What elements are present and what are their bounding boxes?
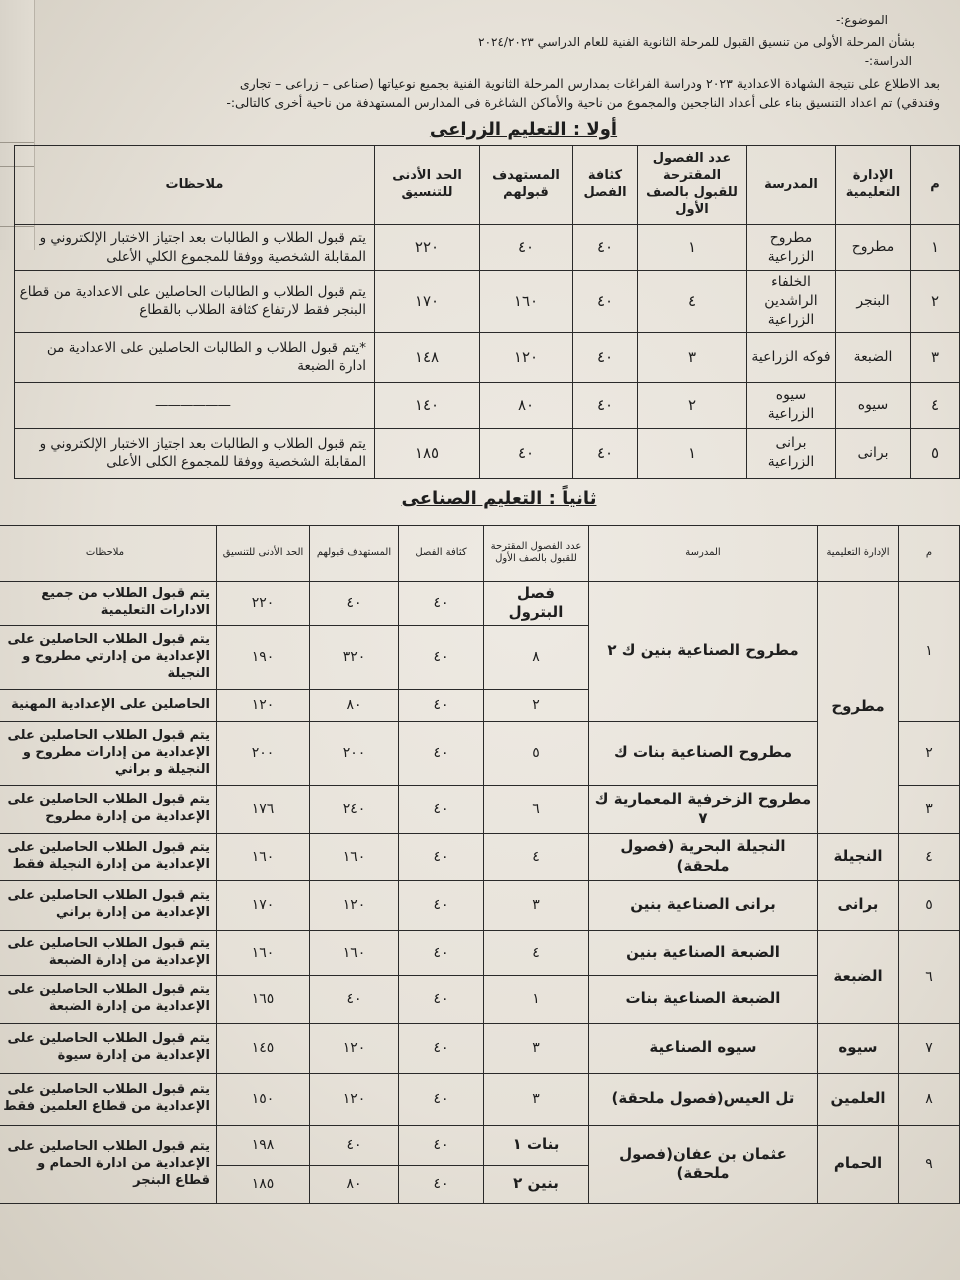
cell-density: ٤٠ <box>399 880 484 930</box>
col-header-target: المستهدف قبولهم <box>310 525 399 581</box>
cell-target: ١٦٠ <box>310 930 399 975</box>
col-header-classes: عدد الفصول المقترحة للقبول بالصف الأول <box>484 525 589 581</box>
cell-density: ٤٠ <box>399 930 484 975</box>
cell-density: ٤٠ <box>399 1165 484 1203</box>
subject-text: بشأن المرحلة الأولى من تنسيق القبول للمرحلة الثانوية الفنية للعام الدراسي ٢٠٢٤/٢٠٢٣ <box>478 35 915 49</box>
cell-remarks: يتم قبول الطلاب و الطالبات بعد اجتياز الاختبار الإلكتروني و المقابلة الشخصية ووفقا للمجموع الكلي الأعلى <box>15 225 375 271</box>
col-header-density: كثافة الفصل <box>573 146 638 225</box>
cell-school: سيوه الصناعية <box>589 1023 818 1073</box>
cell-school: برانى الصناعية بنين <box>589 880 818 930</box>
cell-classes: ٣ <box>638 332 747 382</box>
col-header-target: المستهدف قبولهم <box>480 146 573 225</box>
cell-target: ٨٠ <box>480 382 573 428</box>
cell-admin: الضبعة <box>818 930 899 1023</box>
cell-target: ٤٠ <box>310 975 399 1023</box>
col-header-min-score: الحد الأدنى للتنسيق <box>217 525 310 581</box>
cell-min-score: ١٨٥ <box>375 428 480 478</box>
cell-school: فوكه الزراعية <box>747 332 836 382</box>
table-row <box>15 382 960 428</box>
cell-density: ٤٠ <box>399 785 484 833</box>
cell-min-score: ١٢٠ <box>217 689 310 721</box>
table-row <box>15 225 960 271</box>
cell-school: الخلفاء الراشدين الزراعية <box>747 271 836 333</box>
cell-classes: ٢ <box>638 382 747 428</box>
subject-label: الموضوع:- <box>835 13 888 27</box>
cell-remarks: —————— <box>15 382 375 428</box>
intro-line: بعد الاطلاع على نتيجة الشهادة الاعدادية ٢٠٢٣ ودراسة الفراغات بمدارس المرحلة الثانوية الفنية بجميع نوعياتها (صناعى – زراعى – تجارى <box>239 76 940 91</box>
cell-classes: ١ <box>484 975 589 1023</box>
cell-classes: ٣ <box>484 880 589 930</box>
section-heading <box>87 118 960 142</box>
cell-number: ٧ <box>899 1023 960 1073</box>
industrial-section <box>3 487 960 1204</box>
cell-classes: ٨ <box>484 625 589 689</box>
cell-remarks: يتم قبول الطلاب الحاصلين على الإعدادية من ادارة الحمام و قطاع البنجر <box>0 1125 217 1203</box>
cell-target: ١٢٠ <box>480 332 573 382</box>
cell-remarks: يتم قبول الطلاب و الطالبات الحاصلين على الاعدادية من قطاع البنجر فقط لارتفاع كثافة الطلاب بالقطاع <box>15 271 375 333</box>
col-header-admin: الإدارة التعليمية <box>818 525 899 581</box>
section-heading <box>66 487 960 511</box>
cell-target: ٢٠٠ <box>310 721 399 785</box>
cell-school: عثمان بن عفان(فصول ملحقة) <box>589 1125 818 1203</box>
cell-min-score: ١٤٥ <box>217 1023 310 1073</box>
col-header-density: كثافة الفصل <box>399 525 484 581</box>
cell-density: ٤٠ <box>573 428 638 478</box>
cell-admin: مطروح <box>836 225 911 271</box>
cell-min-score: ١٦٠ <box>217 930 310 975</box>
document-body <box>0 116 960 1204</box>
cell-number: ٢ <box>899 721 960 785</box>
cell-remarks: يتم قبول الطلاب الحاصلين على الإعدادية من إدارة النجيلة فقط <box>0 833 217 880</box>
table-header-row <box>15 146 960 225</box>
cell-admin: برانى <box>836 428 911 478</box>
cell-remarks: يتم قبول الطلاب الحاصلين على الإعدادية من إدارة الضبعة <box>0 930 217 975</box>
cell-number: ٣ <box>911 332 960 382</box>
cell-admin: مطروح <box>818 581 899 833</box>
cell-classes: ١ <box>638 225 747 271</box>
section-heading-text: ثانياً : التعليم الصناعى <box>401 487 597 509</box>
table-row <box>0 833 960 880</box>
col-header-remarks: ملاحظات <box>15 146 375 225</box>
cell-target: ٤٠ <box>310 1125 399 1165</box>
cell-number: ٢ <box>911 271 960 333</box>
cell-school: النجيلة البحرية (فصول ملحقة) <box>589 833 818 880</box>
cell-density: ٤٠ <box>399 1023 484 1073</box>
cell-remarks: يتم قبول الطلاب الحاصلين على الإعدادية من إدارتي مطروح و النجيلة <box>0 625 217 689</box>
cell-classes: ٣ <box>484 1023 589 1073</box>
table-row <box>0 1023 960 1073</box>
cell-target: ٨٠ <box>310 689 399 721</box>
cell-school: مطروح الصناعية بنين ك ٢ <box>589 581 818 721</box>
cell-school: تل العيس(فصول ملحقة) <box>589 1073 818 1125</box>
col-header-min-score: الحد الأدنى للتنسيق <box>375 146 480 225</box>
cell-number: ٤ <box>911 382 960 428</box>
cell-density: ٤٠ <box>573 382 638 428</box>
cell-number: ١ <box>911 225 960 271</box>
table-row <box>0 880 960 930</box>
cell-number: ٣ <box>899 785 960 833</box>
cell-admin: العلمين <box>818 1073 899 1125</box>
cell-target: ٣٢٠ <box>310 625 399 689</box>
cell-remarks: *يتم قبول الطلاب و الطالبات الحاصلين على الاعدادية من ادارة الضبعة <box>15 332 375 382</box>
cell-admin: سيوه <box>818 1023 899 1073</box>
cell-classes: ١ <box>638 428 747 478</box>
industrial-table <box>0 525 960 1204</box>
intro-line: وفندقي) تم اعداد التنسيق بناء على أعداد الناجحين والمجموع من ناحية والأماكن الشاغرة فى المدارس المستهدفة من ناحية أخرى كالتالى:- <box>226 95 940 110</box>
table-row <box>0 930 960 975</box>
cell-number: ٩ <box>899 1125 960 1203</box>
col-header-admin: الإدارة التعليمية <box>836 146 911 225</box>
cell-classes: ٤ <box>638 271 747 333</box>
table-row <box>15 332 960 382</box>
cell-target: ٨٠ <box>310 1165 399 1203</box>
cell-number: ١ <box>899 581 960 721</box>
cell-school: مطروح الصناعية بنات ك <box>589 721 818 785</box>
cell-density: ٤٠ <box>573 332 638 382</box>
cell-remarks: يتم قبول الطلاب الحاصلين على الإعدادية من قطاع العلمين فقط <box>0 1073 217 1125</box>
cell-density: ٤٠ <box>399 1073 484 1125</box>
cell-min-score: ١٤٠ <box>375 382 480 428</box>
agricultural-table <box>14 145 960 479</box>
cell-min-score: ١٧٠ <box>217 880 310 930</box>
col-header-number: م <box>911 146 960 225</box>
cell-classes: ٤ <box>484 833 589 880</box>
cell-min-score: ١٦٠ <box>217 833 310 880</box>
col-header-remarks: ملاحظات <box>0 525 217 581</box>
table-row <box>15 271 960 333</box>
cell-target: ١٦٠ <box>310 833 399 880</box>
cell-school: سيوه الزراعية <box>747 382 836 428</box>
cell-density: ٤٠ <box>573 271 638 333</box>
cell-min-score: ٢٠٠ <box>217 721 310 785</box>
cell-remarks: الحاصلين على الإعدادية المهنية <box>0 689 217 721</box>
cell-classes: بنين ٢ <box>484 1165 589 1203</box>
cell-remarks: يتم قبول الطلاب من جميع الادارات التعليمية <box>0 581 217 625</box>
cell-number: ٦ <box>899 930 960 1023</box>
cell-density: ٤٠ <box>399 1125 484 1165</box>
agricultural-section <box>19 118 960 479</box>
cell-density: ٤٠ <box>399 625 484 689</box>
table-row <box>0 721 960 785</box>
cell-classes: ٥ <box>484 721 589 785</box>
cell-number: ٨ <box>899 1073 960 1125</box>
cell-remarks: يتم قبول الطلاب الحاصلين على الإعدادية من إدارة براني <box>0 880 217 930</box>
study-label: الدراسة:- <box>864 54 912 68</box>
cell-admin: البنجر <box>836 271 911 333</box>
document-header <box>0 0 960 116</box>
cell-remarks: يتم قبول الطلاب الحاصلين على الإعدادية من إدارات مطروح و النجيلة و براني <box>0 721 217 785</box>
table-row <box>0 785 960 833</box>
cell-density: ٤٠ <box>399 721 484 785</box>
cell-number: ٥ <box>911 428 960 478</box>
cell-min-score: ٢٢٠ <box>217 581 310 625</box>
intro-paragraph <box>90 74 940 112</box>
cell-density: ٤٠ <box>399 689 484 721</box>
table-row <box>0 975 960 1023</box>
cell-min-score: ١٨٥ <box>217 1165 310 1203</box>
cell-density: ٤٠ <box>573 225 638 271</box>
cell-target: ١٢٠ <box>310 880 399 930</box>
cell-remarks: يتم قبول الطلاب الحاصلين على الإعدادية من إدارة الضبعة <box>0 975 217 1023</box>
cell-target: ٤٠ <box>310 581 399 625</box>
col-header-school: المدرسة <box>589 525 818 581</box>
col-header-number: م <box>899 525 960 581</box>
cell-min-score: ١٤٨ <box>375 332 480 382</box>
cell-classes: ٣ <box>484 1073 589 1125</box>
cell-school: برانى الزراعية <box>747 428 836 478</box>
table-row <box>15 428 960 478</box>
cell-school: الضبعة الصناعية بنات <box>589 975 818 1023</box>
cell-min-score: ١٩٠ <box>217 625 310 689</box>
cell-admin: سيوه <box>836 382 911 428</box>
cell-target: ١٢٠ <box>310 1073 399 1125</box>
col-header-classes: عدد الفصول المقترحة للقبول بالصف الأول <box>638 146 747 225</box>
cell-classes: ٢ <box>484 689 589 721</box>
table-row <box>0 1125 960 1165</box>
cell-target: ١٦٠ <box>480 271 573 333</box>
cell-classes: ٦ <box>484 785 589 833</box>
cell-classes: فصل البترول <box>484 581 589 625</box>
cell-admin: الضبعة <box>836 332 911 382</box>
cell-min-score: ١٩٨ <box>217 1125 310 1165</box>
cell-admin: الحمام <box>818 1125 899 1203</box>
cell-remarks: يتم قبول الطلاب و الطالبات بعد اجتياز الاختبار الإلكتروني و المقابلة الشخصية ووفقا للمجموع الكلى الأعلى <box>15 428 375 478</box>
cell-classes: بنات ١ <box>484 1125 589 1165</box>
cell-min-score: ١٦٥ <box>217 975 310 1023</box>
cell-school: الضبعة الصناعية بنين <box>589 930 818 975</box>
cell-remarks: يتم قبول الطلاب الحاصلين على الإعدادية من إدارة سيوة <box>0 1023 217 1073</box>
cell-target: ٤٠ <box>480 225 573 271</box>
table-row <box>0 1073 960 1125</box>
cell-number: ٥ <box>899 880 960 930</box>
cell-admin: النجيلة <box>818 833 899 880</box>
cell-min-score: ١٥٠ <box>217 1073 310 1125</box>
cell-min-score: ٢٢٠ <box>375 225 480 271</box>
cell-target: ٤٠ <box>480 428 573 478</box>
cell-min-score: ١٧٠ <box>375 271 480 333</box>
table-header-row <box>0 525 960 581</box>
cell-school: مطروح الزخرفية المعمارية ك ٧ <box>589 785 818 833</box>
section-heading-text: أولا : التعليم الزراعى <box>429 119 618 140</box>
cell-remarks: يتم قبول الطلاب الحاصلين على الإعدادية من إدارة مطروح <box>0 785 217 833</box>
cell-density: ٤٠ <box>399 975 484 1023</box>
table-row <box>0 581 960 625</box>
cell-school: مطروح الزراعية <box>747 225 836 271</box>
col-header-school: المدرسة <box>747 146 836 225</box>
cell-density: ٤٠ <box>399 833 484 880</box>
cell-number: ٤ <box>899 833 960 880</box>
cell-target: ١٢٠ <box>310 1023 399 1073</box>
cell-target: ٢٤٠ <box>310 785 399 833</box>
cell-admin: برانى <box>818 880 899 930</box>
cell-density: ٤٠ <box>399 581 484 625</box>
cell-min-score: ١٧٦ <box>217 785 310 833</box>
cell-classes: ٤ <box>484 930 589 975</box>
